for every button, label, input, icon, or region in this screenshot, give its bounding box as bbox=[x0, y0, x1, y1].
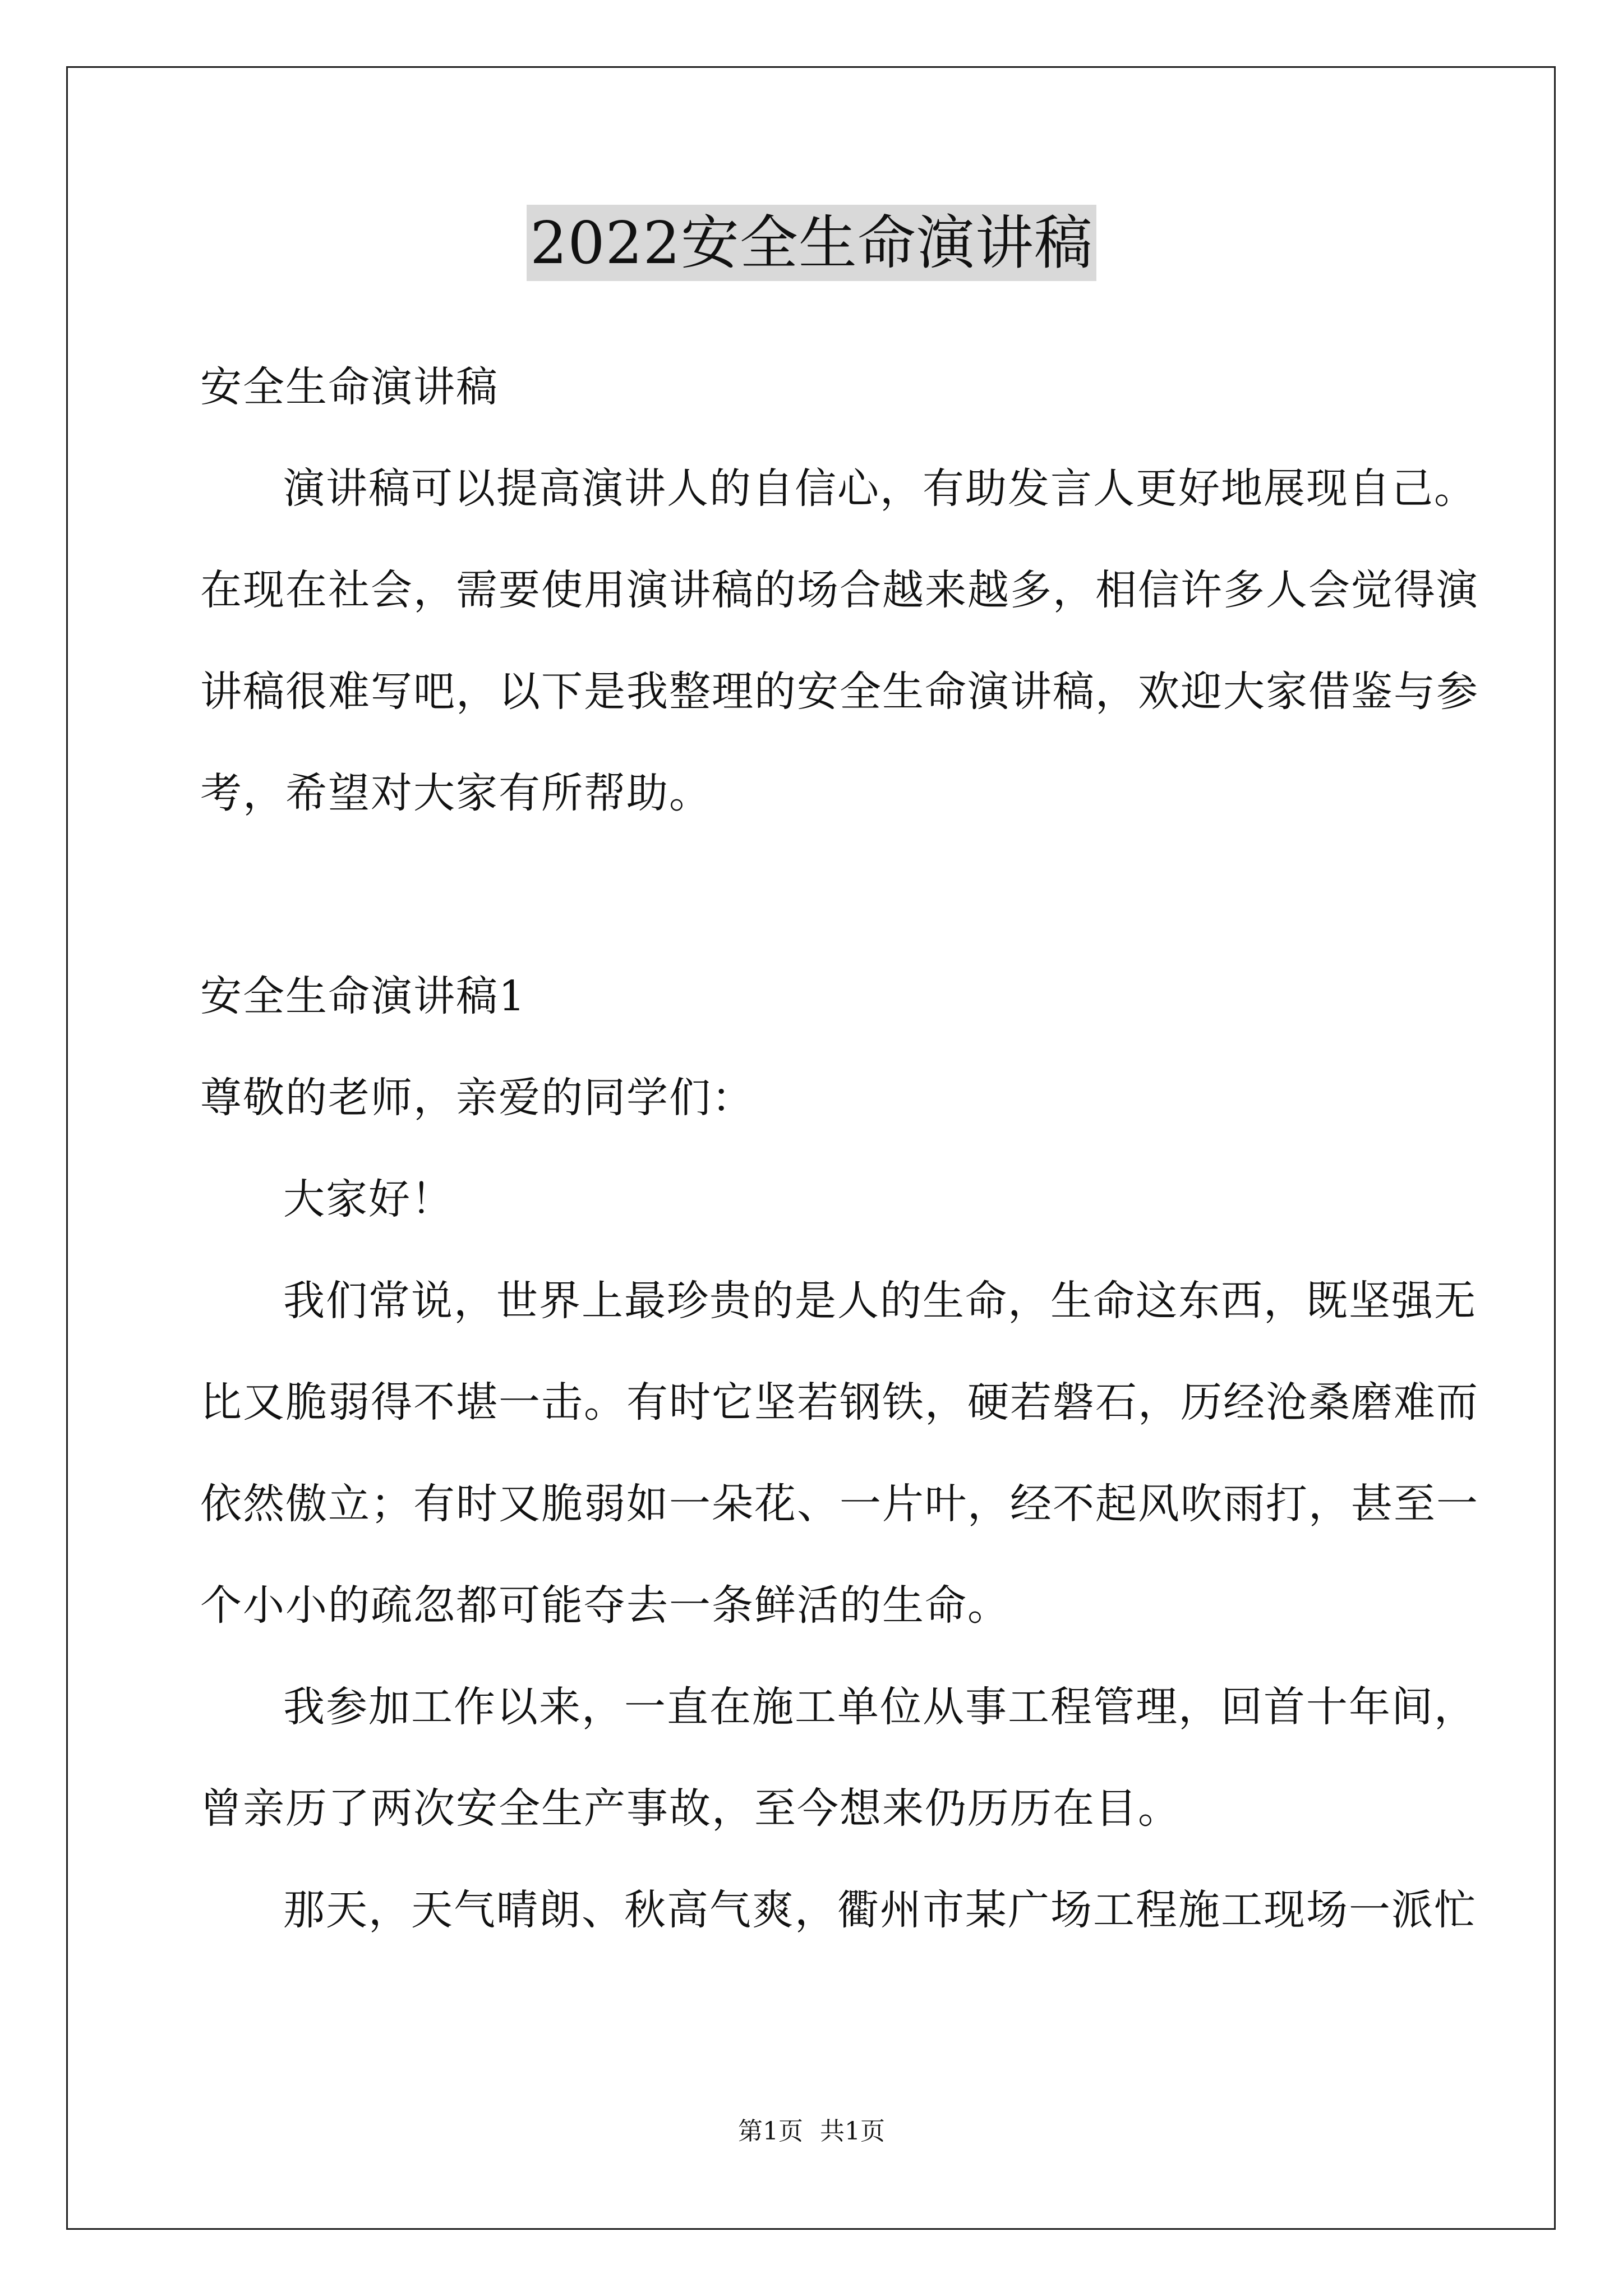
page-number: 第1页 bbox=[738, 2117, 803, 2146]
blank-line bbox=[200, 844, 1434, 946]
page-total: 共1页 bbox=[820, 2117, 885, 2146]
paragraph-line: 在现在社会，需要使用演讲稿的场合越来越多，相信许多人会觉得演 bbox=[200, 566, 1479, 614]
salutation: 尊敬的老师，亲爱的同学们： bbox=[200, 1074, 754, 1122]
greeting: 大家好！ bbox=[283, 1175, 454, 1223]
paragraph-line: 我们常说，世界上最珍贵的是人的生命，生命这东西，既坚强无 bbox=[283, 1277, 1477, 1325]
paragraph-line: 依然傲立；有时又脆弱如一朵花、一片叶，经不起风吹雨打，甚至一 bbox=[200, 1480, 1479, 1528]
section-heading: 安全生命演讲稿 bbox=[200, 363, 499, 411]
paragraph-line: 演讲稿可以提高演讲人的自信心，有助发言人更好地展现自己。 bbox=[283, 464, 1477, 513]
paragraph-line: 我参加工作以来，一直在施工单位从事工程管理，回首十年间， bbox=[283, 1683, 1477, 1731]
paragraph-line: 那天，天气晴朗、秋高气爽，衢州市某广场工程施工现场一派忙 bbox=[283, 1886, 1477, 1934]
paragraph-line: 讲稿很难写吧，以下是我整理的安全生命演讲稿，欢迎大家借鉴与参 bbox=[200, 668, 1479, 716]
paragraph-line: 考，希望对大家有所帮助。 bbox=[200, 769, 712, 817]
document-body bbox=[200, 337, 1479, 1961]
section-heading: 安全生命演讲稿1 bbox=[200, 972, 527, 1020]
title-wrap bbox=[0, 205, 1623, 281]
document-title: 2022安全生命演讲稿 bbox=[527, 205, 1096, 281]
paragraph-line: 个小小的疏忽都可能夺去一条鲜活的生命。 bbox=[200, 1581, 1010, 1630]
paragraph-line: 曾亲历了两次安全生产事故，至今想来仍历历在目。 bbox=[200, 1784, 1181, 1833]
page-footer bbox=[0, 2115, 1623, 2148]
paragraph-line: 比又脆弱得不堪一击。有时它坚若钢铁，硬若磐石，历经沧桑磨难而 bbox=[200, 1378, 1479, 1427]
